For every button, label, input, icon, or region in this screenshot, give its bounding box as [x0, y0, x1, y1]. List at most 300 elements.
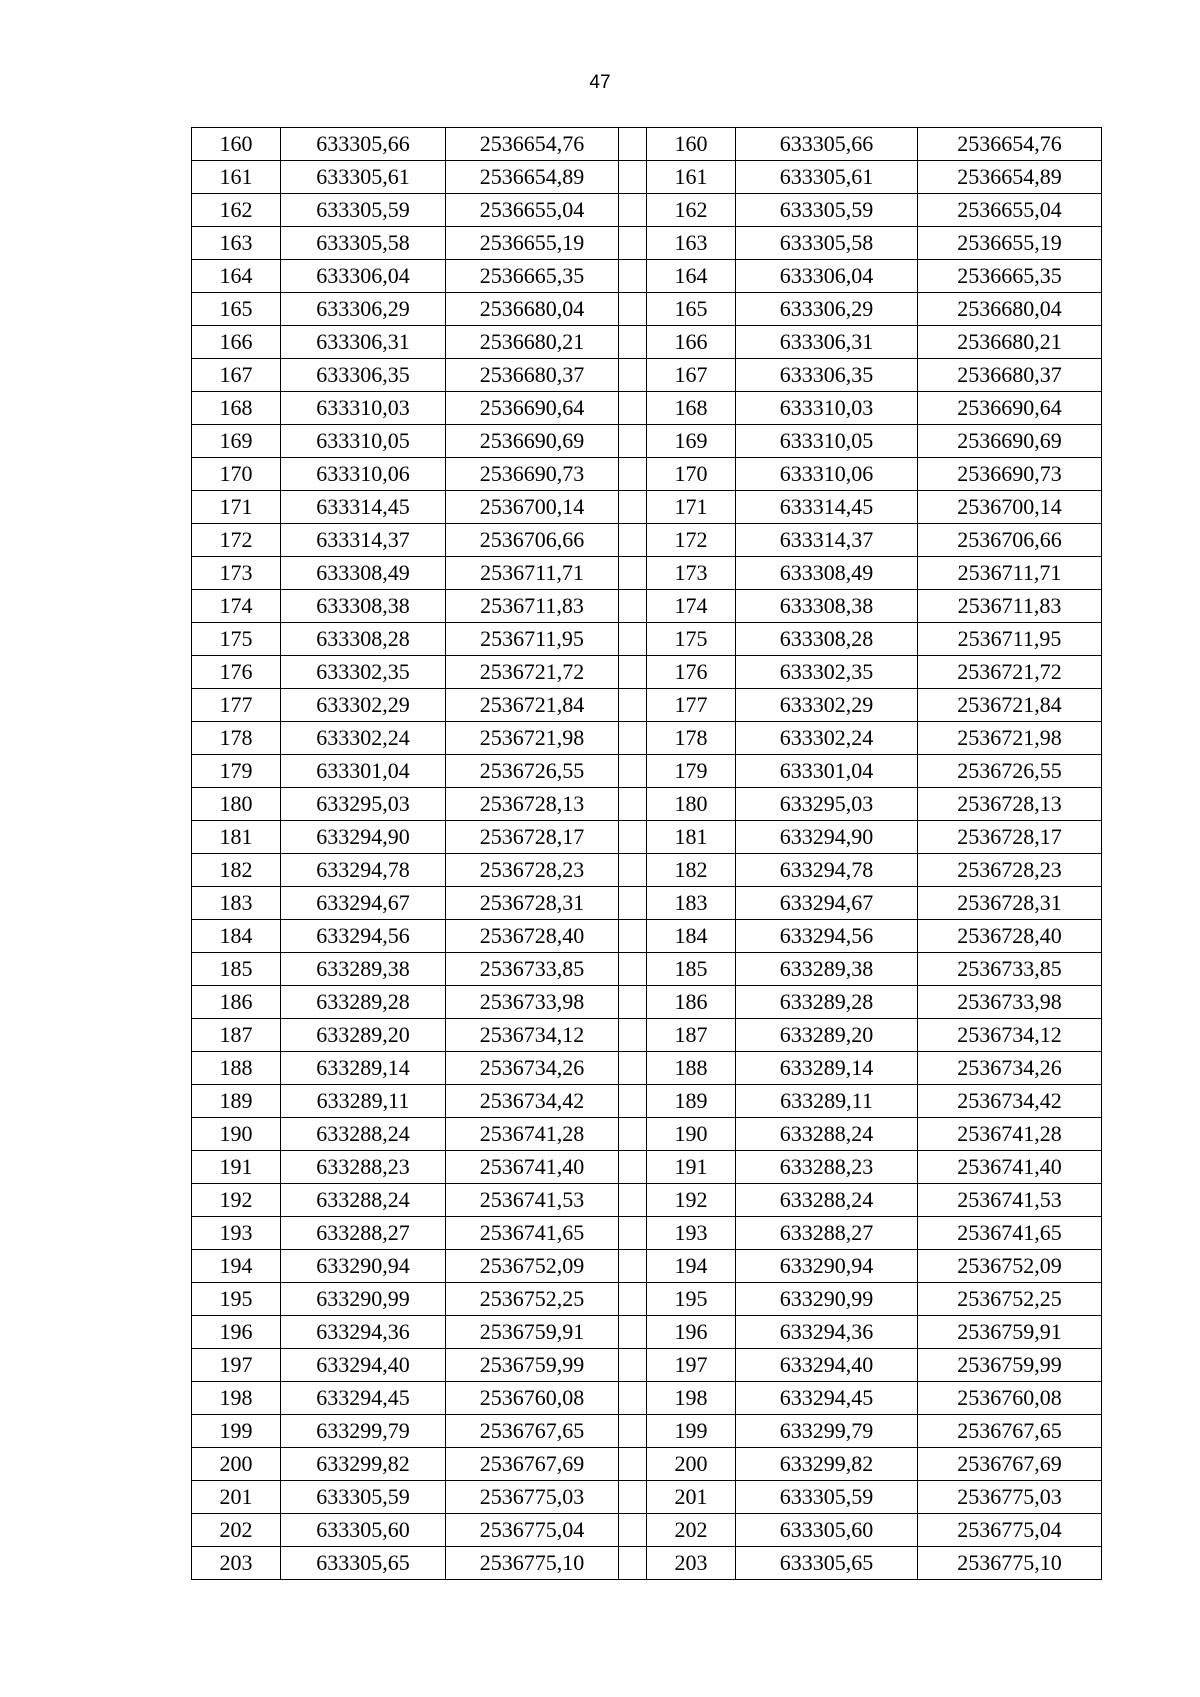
y-coordinate-cell: 2536711,71	[446, 557, 619, 590]
x-coordinate-cell: 633308,38	[281, 590, 446, 623]
y-coordinate-cell-copy: 2536690,73	[918, 458, 1102, 491]
point-number-cell: 172	[192, 524, 281, 557]
separator-cell	[619, 293, 647, 326]
point-number-cell: 194	[192, 1250, 281, 1283]
point-number-cell: 202	[192, 1514, 281, 1547]
point-number-cell: 203	[192, 1547, 281, 1580]
point-number-cell: 165	[192, 293, 281, 326]
y-coordinate-cell: 2536690,69	[446, 425, 619, 458]
point-number-cell: 178	[192, 722, 281, 755]
x-coordinate-cell-copy: 633295,03	[736, 788, 918, 821]
table-row	[192, 1349, 1102, 1382]
point-number-cell: 181	[192, 821, 281, 854]
separator-cell	[619, 1547, 647, 1580]
x-coordinate-cell-copy: 633288,23	[736, 1151, 918, 1184]
x-coordinate-cell: 633290,99	[281, 1283, 446, 1316]
point-number-cell-copy: 161	[647, 161, 736, 194]
separator-cell	[619, 854, 647, 887]
y-coordinate-cell: 2536690,73	[446, 458, 619, 491]
point-number-cell: 196	[192, 1316, 281, 1349]
y-coordinate-cell-copy: 2536706,66	[918, 524, 1102, 557]
point-number-cell: 185	[192, 953, 281, 986]
separator-cell	[619, 1250, 647, 1283]
x-coordinate-cell-copy: 633310,05	[736, 425, 918, 458]
x-coordinate-cell-copy: 633314,45	[736, 491, 918, 524]
y-coordinate-cell-copy: 2536711,95	[918, 623, 1102, 656]
y-coordinate-cell: 2536775,03	[446, 1481, 619, 1514]
y-coordinate-cell-copy: 2536734,26	[918, 1052, 1102, 1085]
x-coordinate-cell: 633294,90	[281, 821, 446, 854]
y-coordinate-cell-copy: 2536759,99	[918, 1349, 1102, 1382]
separator-cell	[619, 1118, 647, 1151]
x-coordinate-cell-copy: 633294,45	[736, 1382, 918, 1415]
x-coordinate-cell: 633308,28	[281, 623, 446, 656]
y-coordinate-cell-copy: 2536767,69	[918, 1448, 1102, 1481]
x-coordinate-cell: 633289,11	[281, 1085, 446, 1118]
y-coordinate-cell: 2536767,69	[446, 1448, 619, 1481]
separator-cell	[619, 1316, 647, 1349]
separator-cell	[619, 920, 647, 953]
point-number-cell: 171	[192, 491, 281, 524]
y-coordinate-cell: 2536767,65	[446, 1415, 619, 1448]
point-number-cell-copy: 188	[647, 1052, 736, 1085]
x-coordinate-cell-copy: 633306,04	[736, 260, 918, 293]
point-number-cell: 183	[192, 887, 281, 920]
separator-cell	[619, 557, 647, 590]
table-row	[192, 590, 1102, 623]
table-row	[192, 920, 1102, 953]
y-coordinate-cell: 2536733,85	[446, 953, 619, 986]
x-coordinate-cell-copy: 633305,59	[736, 1481, 918, 1514]
point-number-cell-copy: 166	[647, 326, 736, 359]
x-coordinate-cell-copy: 633314,37	[736, 524, 918, 557]
y-coordinate-cell: 2536728,40	[446, 920, 619, 953]
separator-cell	[619, 1415, 647, 1448]
page-number: 47	[589, 72, 611, 93]
x-coordinate-cell: 633288,23	[281, 1151, 446, 1184]
y-coordinate-cell-copy: 2536734,42	[918, 1085, 1102, 1118]
y-coordinate-cell-copy: 2536733,98	[918, 986, 1102, 1019]
y-coordinate-cell-copy: 2536654,89	[918, 161, 1102, 194]
x-coordinate-cell: 633306,04	[281, 260, 446, 293]
y-coordinate-cell: 2536734,26	[446, 1052, 619, 1085]
separator-cell	[619, 722, 647, 755]
x-coordinate-cell-copy: 633305,60	[736, 1514, 918, 1547]
separator-cell	[619, 1019, 647, 1052]
separator-cell	[619, 986, 647, 1019]
point-number-cell-copy: 203	[647, 1547, 736, 1580]
separator-cell	[619, 1448, 647, 1481]
point-number-cell-copy: 163	[647, 227, 736, 260]
point-number-cell: 187	[192, 1019, 281, 1052]
table-row	[192, 1184, 1102, 1217]
y-coordinate-cell: 2536733,98	[446, 986, 619, 1019]
point-number-cell: 182	[192, 854, 281, 887]
x-coordinate-cell-copy: 633299,82	[736, 1448, 918, 1481]
separator-cell	[619, 1184, 647, 1217]
point-number-cell-copy: 199	[647, 1415, 736, 1448]
x-coordinate-cell: 633289,28	[281, 986, 446, 1019]
y-coordinate-cell: 2536759,99	[446, 1349, 619, 1382]
table-row	[192, 359, 1102, 392]
y-coordinate-cell-copy: 2536690,64	[918, 392, 1102, 425]
y-coordinate-cell-copy: 2536665,35	[918, 260, 1102, 293]
y-coordinate-cell-copy: 2536700,14	[918, 491, 1102, 524]
separator-cell	[619, 458, 647, 491]
x-coordinate-cell-copy: 633305,58	[736, 227, 918, 260]
y-coordinate-cell-copy: 2536760,08	[918, 1382, 1102, 1415]
point-number-cell-copy: 169	[647, 425, 736, 458]
separator-cell	[619, 1151, 647, 1184]
y-coordinate-cell: 2536728,31	[446, 887, 619, 920]
y-coordinate-cell: 2536741,53	[446, 1184, 619, 1217]
y-coordinate-cell: 2536680,04	[446, 293, 619, 326]
point-number-cell-copy: 172	[647, 524, 736, 557]
y-coordinate-cell: 2536655,04	[446, 194, 619, 227]
x-coordinate-cell: 633288,27	[281, 1217, 446, 1250]
y-coordinate-cell-copy: 2536711,71	[918, 557, 1102, 590]
x-coordinate-cell-copy: 633289,14	[736, 1052, 918, 1085]
x-coordinate-cell: 633302,35	[281, 656, 446, 689]
point-number-cell-copy: 189	[647, 1085, 736, 1118]
point-number-cell-copy: 185	[647, 953, 736, 986]
point-number-cell: 197	[192, 1349, 281, 1382]
y-coordinate-cell-copy: 2536680,21	[918, 326, 1102, 359]
x-coordinate-cell-copy: 633294,36	[736, 1316, 918, 1349]
table-row	[192, 1316, 1102, 1349]
point-number-cell: 180	[192, 788, 281, 821]
y-coordinate-cell-copy: 2536728,17	[918, 821, 1102, 854]
y-coordinate-cell: 2536741,65	[446, 1217, 619, 1250]
y-coordinate-cell-copy: 2536721,98	[918, 722, 1102, 755]
x-coordinate-cell-copy: 633306,35	[736, 359, 918, 392]
x-coordinate-cell-copy: 633302,29	[736, 689, 918, 722]
x-coordinate-cell-copy: 633290,94	[736, 1250, 918, 1283]
y-coordinate-cell-copy: 2536775,03	[918, 1481, 1102, 1514]
y-coordinate-cell: 2536741,28	[446, 1118, 619, 1151]
x-coordinate-cell: 633289,38	[281, 953, 446, 986]
table-row	[192, 1514, 1102, 1547]
table-row	[192, 458, 1102, 491]
separator-cell	[619, 953, 647, 986]
y-coordinate-cell-copy: 2536655,04	[918, 194, 1102, 227]
x-coordinate-cell-copy: 633294,67	[736, 887, 918, 920]
x-coordinate-cell: 633294,67	[281, 887, 446, 920]
y-coordinate-cell-copy: 2536680,04	[918, 293, 1102, 326]
table-row	[192, 392, 1102, 425]
separator-cell	[619, 1349, 647, 1382]
table-row	[192, 854, 1102, 887]
y-coordinate-cell-copy: 2536711,83	[918, 590, 1102, 623]
x-coordinate-cell: 633294,78	[281, 854, 446, 887]
point-number-cell: 164	[192, 260, 281, 293]
point-number-cell-copy: 186	[647, 986, 736, 1019]
point-number-cell-copy: 200	[647, 1448, 736, 1481]
x-coordinate-cell-copy: 633305,59	[736, 194, 918, 227]
separator-cell	[619, 821, 647, 854]
x-coordinate-cell: 633290,94	[281, 1250, 446, 1283]
point-number-cell: 177	[192, 689, 281, 722]
y-coordinate-cell: 2536741,40	[446, 1151, 619, 1184]
x-coordinate-cell: 633299,82	[281, 1448, 446, 1481]
x-coordinate-cell: 633305,59	[281, 1481, 446, 1514]
separator-cell	[619, 1514, 647, 1547]
point-number-cell: 186	[192, 986, 281, 1019]
table-row	[192, 887, 1102, 920]
y-coordinate-cell-copy: 2536721,72	[918, 656, 1102, 689]
separator-cell	[619, 524, 647, 557]
y-coordinate-cell: 2536726,55	[446, 755, 619, 788]
table-row	[192, 326, 1102, 359]
table-row	[192, 1151, 1102, 1184]
y-coordinate-cell: 2536655,19	[446, 227, 619, 260]
table-row	[192, 227, 1102, 260]
x-coordinate-cell-copy: 633289,11	[736, 1085, 918, 1118]
y-coordinate-cell: 2536721,84	[446, 689, 619, 722]
table-row	[192, 1382, 1102, 1415]
x-coordinate-cell: 633302,24	[281, 722, 446, 755]
table-row	[192, 557, 1102, 590]
y-coordinate-cell-copy: 2536775,10	[918, 1547, 1102, 1580]
y-coordinate-cell-copy: 2536680,37	[918, 359, 1102, 392]
table-row	[192, 1283, 1102, 1316]
x-coordinate-cell: 633302,29	[281, 689, 446, 722]
table-row	[192, 425, 1102, 458]
y-coordinate-cell-copy: 2536655,19	[918, 227, 1102, 260]
y-coordinate-cell-copy: 2536759,91	[918, 1316, 1102, 1349]
y-coordinate-cell-copy: 2536728,31	[918, 887, 1102, 920]
point-number-cell-copy: 160	[647, 128, 736, 161]
y-coordinate-cell: 2536752,09	[446, 1250, 619, 1283]
x-coordinate-cell: 633306,29	[281, 293, 446, 326]
point-number-cell-copy: 178	[647, 722, 736, 755]
point-number-cell: 166	[192, 326, 281, 359]
coordinates-table-body	[192, 128, 1102, 1580]
table-row	[192, 293, 1102, 326]
x-coordinate-cell: 633306,35	[281, 359, 446, 392]
y-coordinate-cell: 2536734,12	[446, 1019, 619, 1052]
y-coordinate-cell: 2536690,64	[446, 392, 619, 425]
y-coordinate-cell: 2536734,42	[446, 1085, 619, 1118]
point-number-cell: 189	[192, 1085, 281, 1118]
x-coordinate-cell: 633305,65	[281, 1547, 446, 1580]
point-number-cell-copy: 173	[647, 557, 736, 590]
x-coordinate-cell-copy: 633294,78	[736, 854, 918, 887]
x-coordinate-cell: 633295,03	[281, 788, 446, 821]
x-coordinate-cell-copy: 633308,38	[736, 590, 918, 623]
point-number-cell: 195	[192, 1283, 281, 1316]
y-coordinate-cell-copy: 2536752,09	[918, 1250, 1102, 1283]
y-coordinate-cell-copy: 2536728,40	[918, 920, 1102, 953]
x-coordinate-cell-copy: 633302,24	[736, 722, 918, 755]
y-coordinate-cell: 2536728,23	[446, 854, 619, 887]
point-number-cell-copy: 192	[647, 1184, 736, 1217]
table-row	[192, 1085, 1102, 1118]
table-row	[192, 161, 1102, 194]
point-number-cell-copy: 184	[647, 920, 736, 953]
separator-cell	[619, 1283, 647, 1316]
point-number-cell-copy: 174	[647, 590, 736, 623]
y-coordinate-cell-copy: 2536690,69	[918, 425, 1102, 458]
separator-cell	[619, 425, 647, 458]
separator-cell	[619, 656, 647, 689]
point-number-cell-copy: 164	[647, 260, 736, 293]
point-number-cell-copy: 179	[647, 755, 736, 788]
point-number-cell-copy: 171	[647, 491, 736, 524]
y-coordinate-cell: 2536775,10	[446, 1547, 619, 1580]
point-number-cell: 168	[192, 392, 281, 425]
separator-cell	[619, 1085, 647, 1118]
point-number-cell-copy: 175	[647, 623, 736, 656]
x-coordinate-cell-copy: 633310,03	[736, 392, 918, 425]
point-number-cell: 174	[192, 590, 281, 623]
coordinates-table	[191, 127, 1102, 1580]
separator-cell	[619, 491, 647, 524]
x-coordinate-cell: 633305,60	[281, 1514, 446, 1547]
y-coordinate-cell: 2536759,91	[446, 1316, 619, 1349]
table-row	[192, 953, 1102, 986]
separator-cell	[619, 1052, 647, 1085]
x-coordinate-cell-copy: 633305,66	[736, 128, 918, 161]
separator-cell	[619, 788, 647, 821]
separator-cell	[619, 260, 647, 293]
y-coordinate-cell-copy: 2536752,25	[918, 1283, 1102, 1316]
x-coordinate-cell-copy: 633310,06	[736, 458, 918, 491]
x-coordinate-cell: 633310,05	[281, 425, 446, 458]
y-coordinate-cell: 2536728,13	[446, 788, 619, 821]
y-coordinate-cell: 2536680,21	[446, 326, 619, 359]
point-number-cell-copy: 197	[647, 1349, 736, 1382]
point-number-cell-copy: 191	[647, 1151, 736, 1184]
table-row	[192, 1118, 1102, 1151]
x-coordinate-cell-copy: 633294,40	[736, 1349, 918, 1382]
separator-cell	[619, 755, 647, 788]
table-row	[192, 689, 1102, 722]
x-coordinate-cell: 633310,03	[281, 392, 446, 425]
point-number-cell: 199	[192, 1415, 281, 1448]
table-row	[192, 656, 1102, 689]
separator-cell	[619, 1382, 647, 1415]
point-number-cell: 201	[192, 1481, 281, 1514]
point-number-cell: 175	[192, 623, 281, 656]
y-coordinate-cell-copy: 2536741,28	[918, 1118, 1102, 1151]
y-coordinate-cell-copy: 2536721,84	[918, 689, 1102, 722]
table-row	[192, 194, 1102, 227]
point-number-cell-copy: 176	[647, 656, 736, 689]
y-coordinate-cell: 2536752,25	[446, 1283, 619, 1316]
point-number-cell: 193	[192, 1217, 281, 1250]
point-number-cell-copy: 162	[647, 194, 736, 227]
x-coordinate-cell: 633288,24	[281, 1184, 446, 1217]
point-number-cell: 190	[192, 1118, 281, 1151]
x-coordinate-cell: 633305,58	[281, 227, 446, 260]
point-number-cell-copy: 202	[647, 1514, 736, 1547]
point-number-cell-copy: 201	[647, 1481, 736, 1514]
table-row	[192, 821, 1102, 854]
x-coordinate-cell: 633314,45	[281, 491, 446, 524]
y-coordinate-cell: 2536711,95	[446, 623, 619, 656]
point-number-cell-copy: 196	[647, 1316, 736, 1349]
x-coordinate-cell: 633289,20	[281, 1019, 446, 1052]
point-number-cell: 176	[192, 656, 281, 689]
x-coordinate-cell-copy: 633299,79	[736, 1415, 918, 1448]
point-number-cell-copy: 181	[647, 821, 736, 854]
table-row	[192, 128, 1102, 161]
point-number-cell-copy: 170	[647, 458, 736, 491]
x-coordinate-cell: 633308,49	[281, 557, 446, 590]
x-coordinate-cell: 633288,24	[281, 1118, 446, 1151]
x-coordinate-cell: 633294,56	[281, 920, 446, 953]
separator-cell	[619, 623, 647, 656]
point-number-cell-copy: 168	[647, 392, 736, 425]
point-number-cell-copy: 167	[647, 359, 736, 392]
separator-cell	[619, 359, 647, 392]
point-number-cell: 160	[192, 128, 281, 161]
y-coordinate-cell: 2536721,98	[446, 722, 619, 755]
point-number-cell-copy: 182	[647, 854, 736, 887]
point-number-cell: 184	[192, 920, 281, 953]
table-row	[192, 1448, 1102, 1481]
point-number-cell-copy: 187	[647, 1019, 736, 1052]
x-coordinate-cell: 633305,61	[281, 161, 446, 194]
x-coordinate-cell: 633294,36	[281, 1316, 446, 1349]
point-number-cell: 173	[192, 557, 281, 590]
point-number-cell-copy: 180	[647, 788, 736, 821]
y-coordinate-cell-copy: 2536728,23	[918, 854, 1102, 887]
x-coordinate-cell: 633305,59	[281, 194, 446, 227]
point-number-cell: 170	[192, 458, 281, 491]
x-coordinate-cell-copy: 633306,29	[736, 293, 918, 326]
x-coordinate-cell-copy: 633288,27	[736, 1217, 918, 1250]
point-number-cell-copy: 165	[647, 293, 736, 326]
x-coordinate-cell-copy: 633308,49	[736, 557, 918, 590]
y-coordinate-cell-copy: 2536733,85	[918, 953, 1102, 986]
y-coordinate-cell-copy: 2536728,13	[918, 788, 1102, 821]
table-row	[192, 491, 1102, 524]
table-row	[192, 260, 1102, 293]
table-row	[192, 1415, 1102, 1448]
y-coordinate-cell-copy: 2536775,04	[918, 1514, 1102, 1547]
table-row	[192, 623, 1102, 656]
y-coordinate-cell-copy: 2536741,53	[918, 1184, 1102, 1217]
separator-cell	[619, 227, 647, 260]
point-number-cell: 162	[192, 194, 281, 227]
x-coordinate-cell: 633310,06	[281, 458, 446, 491]
point-number-cell: 191	[192, 1151, 281, 1184]
table-row	[192, 1481, 1102, 1514]
point-number-cell: 192	[192, 1184, 281, 1217]
y-coordinate-cell: 2536700,14	[446, 491, 619, 524]
table-row	[192, 1217, 1102, 1250]
point-number-cell: 167	[192, 359, 281, 392]
x-coordinate-cell-copy: 633305,65	[736, 1547, 918, 1580]
x-coordinate-cell: 633314,37	[281, 524, 446, 557]
x-coordinate-cell-copy: 633289,20	[736, 1019, 918, 1052]
y-coordinate-cell: 2536654,76	[446, 128, 619, 161]
y-coordinate-cell: 2536665,35	[446, 260, 619, 293]
point-number-cell-copy: 177	[647, 689, 736, 722]
x-coordinate-cell-copy: 633302,35	[736, 656, 918, 689]
x-coordinate-cell-copy: 633305,61	[736, 161, 918, 194]
y-coordinate-cell: 2536711,83	[446, 590, 619, 623]
separator-cell	[619, 1217, 647, 1250]
separator-cell	[619, 128, 647, 161]
x-coordinate-cell-copy: 633289,38	[736, 953, 918, 986]
table-row	[192, 1250, 1102, 1283]
separator-cell	[619, 590, 647, 623]
point-number-cell: 169	[192, 425, 281, 458]
y-coordinate-cell: 2536706,66	[446, 524, 619, 557]
